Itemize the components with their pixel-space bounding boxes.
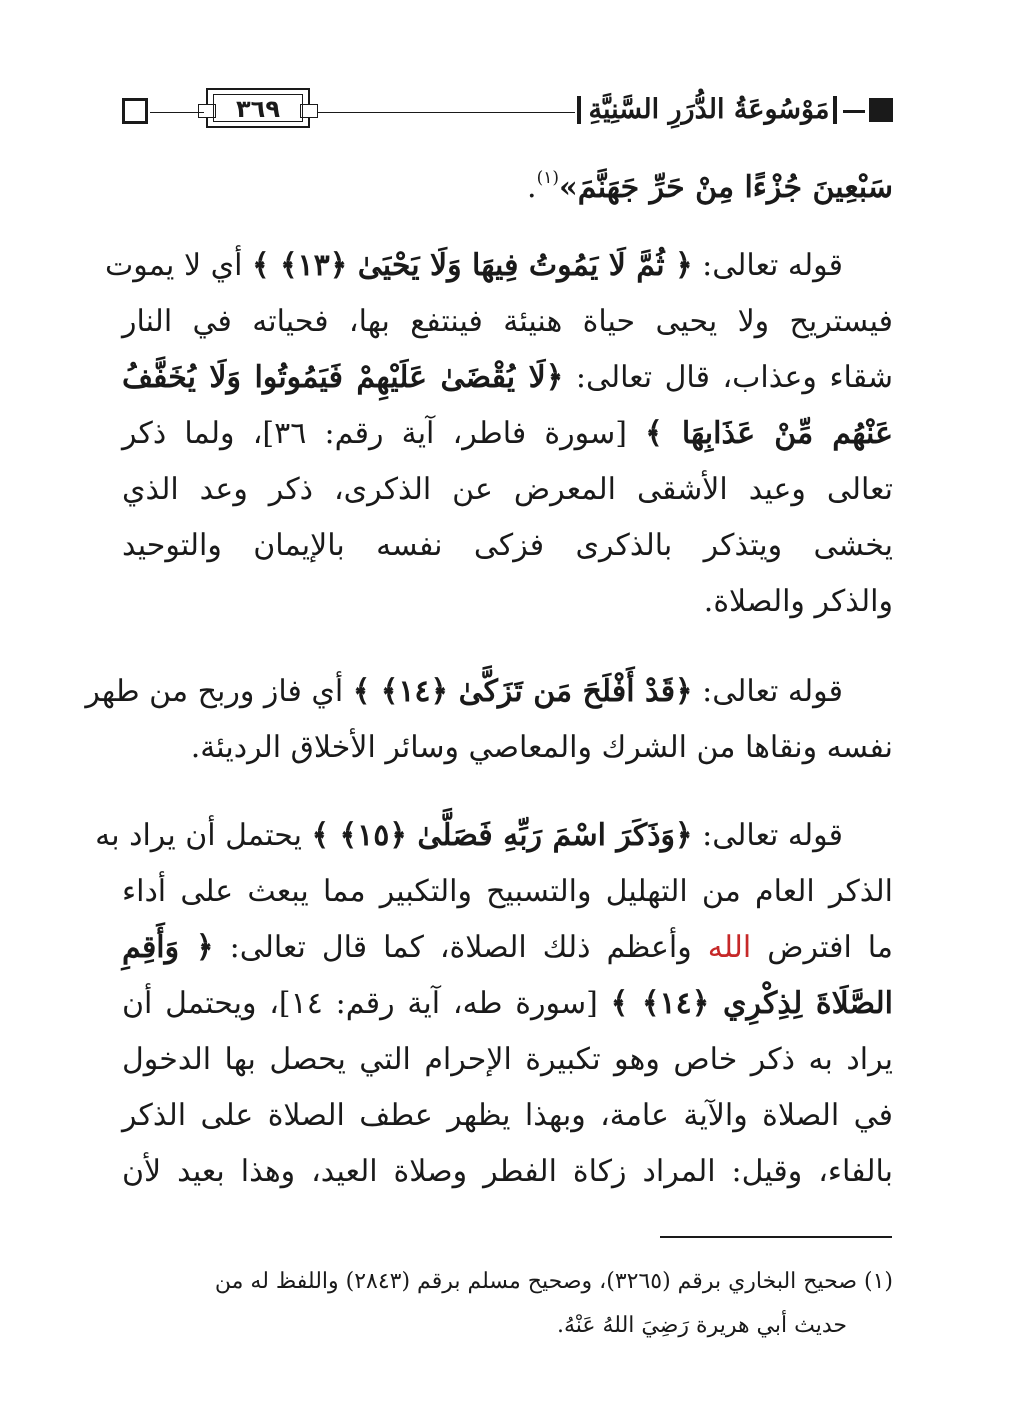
- paragraph-1: [122, 150, 893, 206]
- divine-name: الله: [707, 930, 752, 965]
- text-line: بالفاء، وقيل: المراد زكاة الفطر وصلاة العيد، وهذا بعيد لأن: [122, 1154, 893, 1189]
- footnote-reference: (١): [536, 168, 559, 188]
- text-line: الذكر العام من التهليل والتسبيح والتكبير مما يبعث على أداء: [122, 874, 893, 909]
- text-run: أي لا يموت: [104, 248, 252, 283]
- quran-verse: ﴿وَذَكَرَ اسْمَ رَبِّهِ فَصَلَّىٰ ﴿١٥﴾ ﴾: [311, 818, 693, 853]
- quran-verse: الصَّلَاةَ لِذِكْرِي ﴿١٤﴾ ﴾: [610, 986, 894, 1021]
- text-line: [104, 238, 893, 294]
- text-line: [122, 976, 893, 1032]
- header-bar-ornament: [577, 96, 581, 124]
- text-line: يخشى ويتذكر بالذكرى فزكى نفسه بالإيمان والتوحيد: [122, 528, 893, 563]
- text-line: نفسه ونقاها من الشرك والمعاصي وسائر الأخلاق الرديئة.: [190, 730, 893, 765]
- text-run: شقاء وعذاب، قال تعالى:: [563, 360, 894, 395]
- header-rule-middle: [317, 112, 575, 113]
- quran-verse: ﴿قَدْ أَفْلَحَ مَن تَزَكَّىٰ ﴿١٤﴾ ﴾: [352, 674, 693, 709]
- quran-verse: عَنْهُم مِّنْ عَذَابِهَا ﴾: [645, 416, 893, 451]
- quran-verse: ثُمَّ لَا يَمُوتُ فِيهَا وَلَا يَحْيَىٰ ﴿١٣﴾: [269, 248, 676, 283]
- header-rule-left: [150, 112, 204, 113]
- paragraph-4: [95, 808, 894, 1200]
- text-run: ما افترض: [751, 930, 894, 965]
- quran-bracket-close-icon: ﴾: [251, 248, 270, 283]
- lead-text: قوله تعالى:: [692, 674, 843, 709]
- hadith-text: سَبْعِينَ جُزْءًا مِنْ حَرِّ جَهَنَّمَ»: [558, 170, 893, 205]
- text-line: في الصلاة والآية عامة، وبهذا يظهر عطف الصلاة على الذكر: [122, 1098, 893, 1133]
- text-line: [95, 808, 893, 864]
- lead-text: قوله تعالى:: [692, 248, 843, 283]
- quran-verse: ﴿لَا يُقْضَىٰ عَلَيْهِمْ فَيَمُوتُوا وَلَا يُخَفَّفُ: [122, 360, 564, 395]
- paragraph-3: [85, 664, 893, 776]
- page-number-frame: [206, 88, 310, 128]
- text-line: يراد به ذكر خاص وهو تكبيرة الإحرام التي يحصل بها الدخول: [122, 1042, 893, 1077]
- series-title: مَوْسُوعَةُ الدُّرَرِ السَّنِيَّةِ: [588, 94, 830, 125]
- text-line: [85, 664, 893, 720]
- footnote-line: (١) صحيح البخاري برقم (٣٢٦٥)، وصحيح مسلم برقم (٢٨٤٣) واللفظ له من: [214, 1269, 893, 1294]
- footnote-separator: [660, 1236, 892, 1238]
- text-line: [122, 350, 893, 406]
- text-line: والذكر والصلاة.: [703, 584, 893, 619]
- text-line: فيستريح ولا يحيى حياة هنيئة فينتفع بها، فحياته في النار: [122, 304, 893, 339]
- punctuation: .: [527, 170, 537, 205]
- text-run: [سورة فاطر، آية رقم: ٣٦]، ولما ذكر: [122, 416, 646, 451]
- text-line: [122, 406, 893, 462]
- text-run: [سورة طه، آية رقم: ١٤]، ويحتمل أن: [122, 986, 611, 1021]
- header-rule-right: [843, 110, 865, 113]
- text-run: وأعظم ذلك الصلاة، كما قال تعالى:: [213, 930, 708, 965]
- quran-bracket-open-icon: ﴿: [675, 248, 693, 283]
- lead-text: قوله تعالى:: [692, 818, 843, 853]
- text-line: تعالى وعيد الأشقى المعرض عن الذكرى، ذكر وعد الذي: [122, 472, 893, 507]
- text-run: أي فاز وربح من طهر: [85, 674, 353, 709]
- header-filled-square-ornament: [869, 98, 893, 122]
- text-run: يحتمل أن يراد به: [95, 818, 312, 853]
- footnote-line: حديث أبي هريرة رَضِيَ اللهُ عَنْهُ.: [556, 1313, 847, 1338]
- quran-verse: ﴿ وَأَقِمِ: [122, 930, 214, 965]
- page-header: [122, 86, 893, 136]
- text-line: [122, 150, 893, 206]
- footnote: [122, 1262, 893, 1350]
- paragraph-2: [104, 238, 894, 630]
- page-number: ٣٦٩: [213, 94, 303, 122]
- text-line: [122, 920, 893, 976]
- header-outline-square-ornament: [122, 98, 148, 124]
